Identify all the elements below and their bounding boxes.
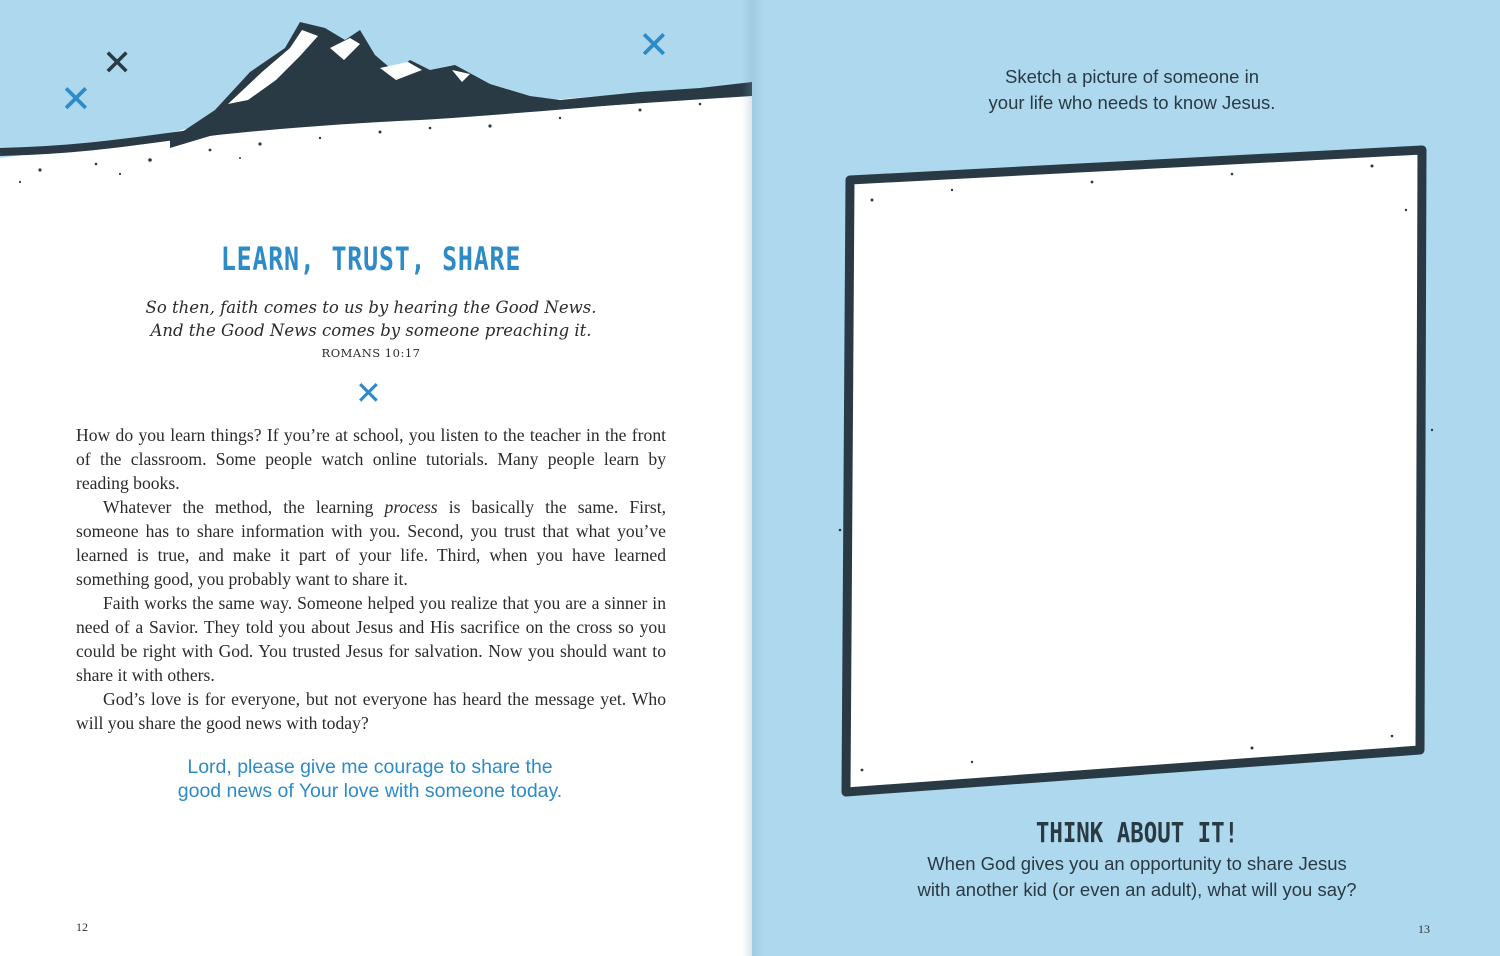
prayer-line: Lord, please give me courage to share the xyxy=(187,756,553,778)
x-mark-icon: ✕ xyxy=(102,43,133,84)
paragraph xyxy=(76,423,666,495)
right-page xyxy=(752,0,1500,956)
verse-line: So then, faith comes to us by hearing the Good News. xyxy=(145,298,597,317)
paragraph-text: Whatever the method, the learning xyxy=(103,497,385,517)
paragraph xyxy=(76,495,666,591)
prompt-line: Sketch a picture of someone in xyxy=(1004,66,1259,87)
think-about-it-text xyxy=(752,851,1500,903)
paragraph-text: God’s love is for everyone, but not everyone has heard the message yet. Who will you share the good news with today? xyxy=(76,689,666,733)
think-line: with another kid (or even an adult), what will you say? xyxy=(917,879,1357,900)
prayer-text xyxy=(0,755,740,803)
sketch-prompt xyxy=(752,64,1500,116)
prayer-line: good news of Your love with someone today. xyxy=(177,780,563,802)
paragraph-emphasis: process xyxy=(384,497,438,517)
page-number: 13 xyxy=(1418,922,1430,936)
verse-line: And the Good News comes by someone preaching it. xyxy=(150,321,592,340)
page-number: 12 xyxy=(76,920,88,934)
x-mark-icon: ✕ xyxy=(60,77,92,121)
verse-reference: ROMANS 10:17 xyxy=(321,346,421,360)
x-mark-icon: ✕ xyxy=(355,374,382,412)
paragraph-text: is basically the same. First, someone has to share information with you. Second, you trust that what you’ve learned is true, and make it part of your life. Third, when you have learned something good, you probably want to share it. xyxy=(76,497,666,589)
book-gutter xyxy=(742,0,764,956)
devotional-body xyxy=(76,423,666,735)
scripture-verse xyxy=(0,296,742,342)
page-title: LEARN, TRUST, SHARE xyxy=(220,240,522,278)
x-mark-icon: ✕ xyxy=(638,23,670,67)
paragraph-text: How do you learn things? If you’re at school, you listen to the teacher in the front of the classroom. Some people watch online tutorials. Many people learn by reading books. xyxy=(76,425,666,493)
paragraph xyxy=(76,687,666,735)
paragraph-text: Faith works the same way. Someone helped you realize that you are a sinner in need of a Savior. They told you about Jesus and His sacrifice on the cross so you could be right with God. You trusted Jesus for salvation. Now you should want to share it with others. xyxy=(76,593,666,685)
think-line: When God gives you an opportunity to share Jesus xyxy=(927,853,1347,874)
sketch-drawing-area[interactable] xyxy=(832,130,1442,810)
paragraph xyxy=(76,591,666,687)
prompt-line: your life who needs to know Jesus. xyxy=(988,92,1276,113)
think-about-it-heading: THINK ABOUT IT! xyxy=(1035,816,1239,849)
